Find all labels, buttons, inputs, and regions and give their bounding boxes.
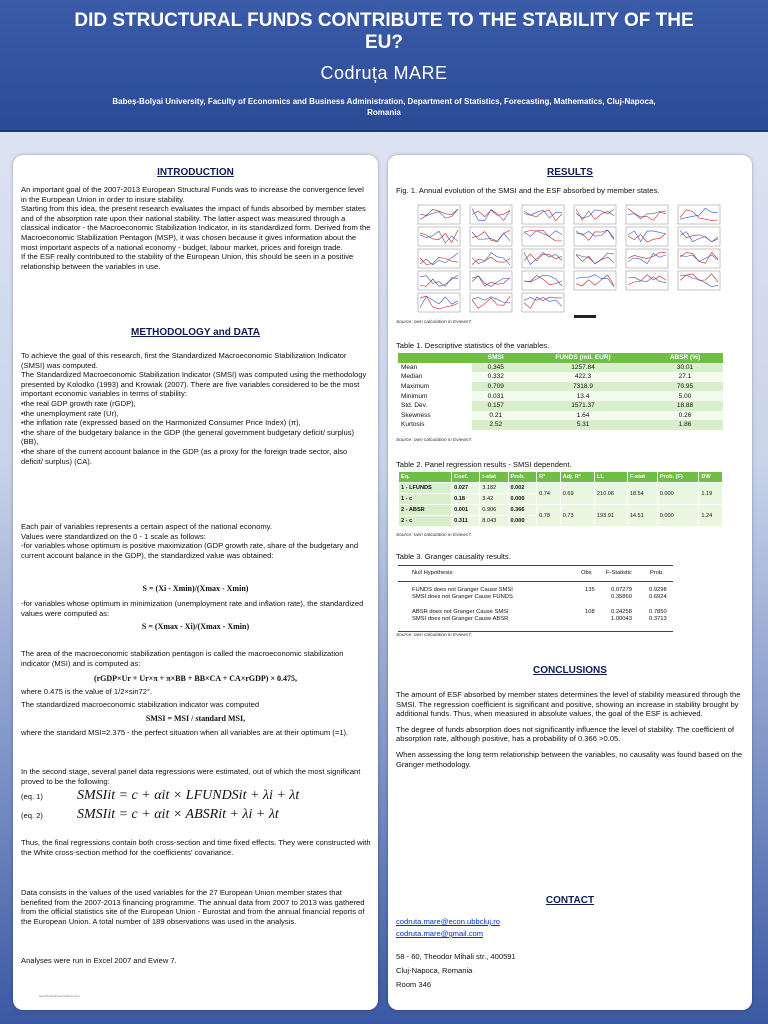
methodology-heading: METHODOLOGY and DATA [131, 327, 260, 338]
cell: 0.709 [472, 382, 519, 392]
variable-item: •the inflation rate (expressed based on the Harmonized Consumer Price Index) (π), [21, 418, 301, 428]
table-header-cell: F-stat [627, 472, 657, 483]
table-header-cell: LL [594, 472, 627, 483]
table-header-cell: Adj. R² [560, 472, 594, 483]
table-row [398, 382, 723, 392]
table-1-descriptive-statistics [398, 353, 723, 430]
footer-credit: www.PosterPresentations.com [39, 994, 80, 998]
mini-chart-frame [470, 205, 512, 224]
cell: 0.26 [647, 411, 723, 421]
intro-paragraph: If the ESF really contributed to the stability of the European Union, this should be seen in a positive relationship between the variables in use. [21, 252, 354, 271]
cell: 0.345 [472, 363, 519, 373]
cell: 5.00 [647, 391, 723, 401]
table-header-cell: Obs [581, 570, 592, 576]
mini-chart-frame [418, 249, 460, 268]
row-label: 1 - LFUNDS [399, 483, 452, 494]
cell: 0.000 [657, 483, 699, 505]
variable-item: •the real GDP growth rate (rGDP), [21, 398, 136, 408]
table-header-cell: Prob. (F) [657, 472, 699, 483]
table-2-source: Source: own calculation in Eviews7. [396, 533, 473, 538]
mini-chart-frame [626, 271, 668, 290]
cell: 7318.9 [519, 382, 647, 392]
cell: 0.000 [508, 494, 537, 505]
row-label: Maximum [398, 382, 472, 392]
mini-chart-frame [626, 205, 668, 224]
cell: 27.1 [647, 372, 723, 382]
method-paragraph: -for variables whose optimum in minimization (unemployment rate and inflation rate), the standardized values were computed as: [21, 599, 364, 618]
method-paragraph: where 0.475 is the value of 1/2×sin72°. [21, 687, 153, 696]
equation-2: SMSIit = c + αit × ABSRit + λi + λt [77, 807, 279, 822]
cell: 13.4 [519, 391, 647, 401]
cell: 0.157 [472, 401, 519, 411]
table-row [399, 505, 723, 516]
email-link-primary[interactable]: codruta.mare@econ.ubbcluj.ro [396, 917, 500, 926]
table-header-cell: SMSI [472, 353, 519, 363]
left-column-panel [13, 155, 378, 1010]
cell: 0.73 [560, 505, 594, 527]
mini-chart-frame [522, 249, 564, 268]
methodology-text [21, 351, 371, 466]
method-paragraph: In the second stage, several panel data regressions were estimated, out of which the most significant proved to be the following: [21, 767, 361, 786]
table-header-row [399, 472, 723, 483]
cell: 14.51 [627, 505, 657, 527]
table-header-cell: Eq. [399, 472, 452, 483]
prob: 0.7850 [649, 609, 667, 615]
cell: 0.027 [452, 483, 480, 494]
contact-heading: CONTACT [545, 895, 595, 906]
row-label: Skewness [398, 411, 472, 421]
affiliation: Babeș-Bolyai University, Faculty of Economics and Business Administration, Department of Statistics, Forecasting, Mathematics, Cluj-Napoca, Romania [112, 97, 656, 117]
eq2-label: (eq. 2) [21, 811, 43, 820]
cell: 0.78 [537, 505, 561, 527]
row-label: 1 - c [399, 494, 452, 505]
cell: 0.332 [472, 372, 519, 382]
table-row [398, 372, 723, 382]
figure-1-caption: Fig. 1. Annual evolution of the SMSI and the ESF absorbed by member states. [396, 186, 660, 195]
cell: 1571.37 [519, 401, 647, 411]
hypothesis: FUNDS does not Granger Cause SMSI [412, 587, 513, 593]
table-row [399, 483, 723, 494]
cell: 3.182 [480, 483, 508, 494]
mini-chart-frame [418, 271, 460, 290]
cell: 210.06 [594, 483, 627, 505]
cell: 18.54 [627, 483, 657, 505]
formula-smsi: SMSI = MSI / standard MSI, [145, 714, 246, 723]
cell: 0.906 [480, 505, 508, 516]
mini-chart-frame [574, 271, 616, 290]
figure-1-small-multiples [416, 203, 726, 323]
method-paragraph: The area of the macroeconomic stabilization pentagon is called the macroeconomic stabilization indicator (MSI) and is computed as: [21, 649, 344, 668]
mini-chart-frame [522, 227, 564, 246]
method-paragraph: To achieve the goal of this research, first the Standardized Macroeconomic Stabilization Indicator (SMSI) was computed. [21, 351, 347, 370]
table-row [398, 411, 723, 421]
equation-1: SMSIit = c + αit × LFUNDSit + λi + λt [77, 788, 300, 803]
standardization-text [21, 522, 371, 560]
cell: 0.002 [508, 483, 537, 494]
table-row [398, 391, 723, 401]
table-3-granger-causality [398, 565, 673, 632]
prob: 0.3713 [649, 616, 667, 622]
table-header-cell: Prob. [650, 570, 664, 576]
figure-1-source: Source: own calculation in Eviews7. [396, 320, 473, 325]
cell: 1257.84 [519, 363, 647, 373]
table-header-cell [398, 353, 472, 363]
cell: 0.18 [452, 494, 480, 505]
method-paragraph: -for variables whose optimum is positive maximization (GDP growth rate, share of the budgetary and current account balance in the GDP), the standardized value was obtained: [21, 541, 359, 560]
f-stat: 0.35860 [611, 594, 632, 600]
row-label: 2 - ABSR [399, 505, 452, 516]
email-link-secondary[interactable]: codruta.mare@gmail.com [396, 929, 484, 938]
mini-chart-frame [678, 205, 720, 224]
table-header-row [398, 569, 673, 582]
cell: 193.91 [594, 505, 627, 527]
method-paragraph: Each pair of variables represents a certain aspect of the national economy. [21, 522, 273, 531]
cell: 0.366 [508, 505, 537, 516]
table-3-caption: Table 3. Granger causality results. [396, 552, 511, 561]
cell: 0.000 [657, 505, 699, 527]
f-stat: 0.07279 [611, 587, 632, 593]
author-name: Codruța MARE [320, 63, 448, 83]
row-label: Mean [398, 363, 472, 373]
prob: 0.6924 [649, 594, 667, 600]
cell: 0.001 [452, 505, 480, 516]
cell: 1.19 [699, 483, 723, 505]
f-stat: 0.24258 [611, 609, 632, 615]
table-header-cell: F-Statistic [606, 570, 632, 576]
table-header-cell: Prob. [508, 472, 537, 483]
table-row [398, 401, 723, 411]
formula-min: S = (Xmax - Xi)/(Xmax - Xmin) [141, 622, 250, 631]
hypothesis: SMSI does not Granger Cause ABSR [412, 616, 509, 622]
mini-chart-frame [470, 249, 512, 268]
row-label: Median [398, 372, 472, 382]
table-1-caption: Table 1. Descriptive statistics of the variables. [396, 341, 550, 350]
method-paragraph: Values were standardized on the 0 - 1 scale as follows: [21, 531, 206, 541]
table-3-source: Source: own calculation in Eviews7. [396, 633, 473, 638]
prob: 0.9298 [649, 587, 667, 593]
mini-chart-frame [574, 249, 616, 268]
cell: 30.01 [647, 363, 723, 373]
table-header-cell: DW [699, 472, 723, 483]
variable-item: •the unemployment rate (Ur), [21, 408, 119, 418]
conclusion-paragraph: The amount of ESF absorbed by member states determines the level of stability measured through the SMSI. The regression coefficient is significant and positive, showing an increase in stability brought by additional funds. Thus, when measured in absolute values, the goal of the ESF is achieved. [396, 690, 741, 719]
software-note: Analyses were run in Excel 2007 and Eview 7. [21, 956, 177, 965]
row-label: Std. Dev. [398, 401, 472, 411]
introduction-heading: INTRODUCTION [157, 167, 234, 178]
cell: 0.74 [537, 483, 561, 505]
intro-paragraph: An important goal of the 2007-2013 European Structural Funds was to increase the convergence level in the European Union in order to insure stability. [21, 185, 364, 204]
cell: 18.88 [647, 401, 723, 411]
method-paragraph: Thus, the final regressions contain both cross-section and time fixed effects. They were constructed with the White cross-section method for the coefficients' covariance. [21, 838, 371, 857]
method-paragraph: The standardized macroeconomic stabilization indicator was computed [21, 700, 260, 709]
row-label: 2 - c [399, 516, 452, 527]
conclusions-heading: CONCLUSIONS [533, 665, 607, 676]
conclusions-text [396, 690, 746, 769]
cell: 1.24 [699, 505, 723, 527]
cell: 0.311 [452, 516, 480, 527]
variable-item: •the share of the budgetary balance in the GDP (the general government budgetary deficit/ surplus) (BB), [21, 427, 355, 447]
table-1-source: Source: own calculation in Eviews7. [396, 438, 473, 443]
chart-legend-key [574, 315, 596, 318]
method-paragraph: where the standard MSI=2.375 - the perfect situation when all variables are at their optimum (=1). [21, 728, 349, 737]
right-column-panel [388, 155, 752, 1010]
cell: 8.043 [480, 516, 508, 527]
intro-paragraph: Starting from this idea, the present research evaluates the impact of funds absorbed by member states and of the absorption rate upon their national stability. The latter aspect was measured through a classical indicator - the Macroeconomic Stabilization Indicator, in its standardized form. Derived from the Macroeconomic Stabilization Pentagon (MSP), it was chosen because it gives information about the most important aspects of a national economy - budget, labour market, prices and foreign trade. [21, 204, 371, 252]
cell: 3.42 [480, 494, 508, 505]
cell: 1.64 [519, 411, 647, 421]
contact-city: Cluj-Napoca, Romania [396, 966, 473, 975]
table-2-panel-regression [398, 471, 723, 527]
row-label: Kurtosis [398, 420, 472, 430]
hypothesis: SMSI does not Granger Cause FUNDS [412, 594, 513, 600]
mini-chart-frame [574, 205, 616, 224]
cell: 0.21 [472, 411, 519, 421]
title-banner [0, 0, 768, 132]
cell: 0.000 [508, 516, 537, 527]
hypothesis: ABSR does not Granger Cause SMSI [412, 609, 509, 615]
obs: 135 [585, 587, 595, 593]
table-row [398, 420, 723, 430]
cell: 5.31 [519, 420, 647, 430]
results-heading: RESULTS [547, 167, 593, 178]
mini-chart-frame [470, 271, 512, 290]
formula-msi: (rGDP×Ur + Ur×π + π×BB + BB×CA + CA×rGDP) × 0.475, [93, 674, 298, 683]
intro-text [21, 185, 371, 271]
table-header-cell: R² [537, 472, 561, 483]
eq1-label: (eq. 1) [21, 792, 43, 801]
table-header-cell: Coef. [452, 472, 480, 483]
data-description: Data consists in the values of the used variables for the 27 European Union member states that benefited from the 2007-2013 financing programme. The annual data from 2007 to 2013 was gathered from the official statistics site of the European Union - Eurostat and from the annual financial reports of the European Union. A total number of 189 observations was used in the analysis. [21, 888, 365, 926]
cell: 2.52 [472, 420, 519, 430]
cell: 0.031 [472, 391, 519, 401]
poster-title: DID STRUCTURAL FUNDS CONTRIBUTE TO THE STABILITY OF THE EU? [74, 10, 694, 53]
conclusion-paragraph: When assessing the long term relationship between the variables, no causality was found based on the Granger methodology. [396, 749, 743, 769]
cell: 1.86 [647, 420, 723, 430]
mini-chart-frame [678, 249, 720, 268]
contact-room: Room 346 [396, 980, 432, 989]
table-header-cell: ABSR (%) [647, 353, 723, 363]
method-paragraph: The Standardized Macroeconomic Stabilization Indicator (SMSI) was computed using the methodology presented by Kolodko (1993) and Krowiak (2007). There are five variables considered to be the most important economic variables in terms of stability: [21, 370, 367, 399]
cell: 0.69 [560, 483, 594, 505]
mini-chart-frame [522, 271, 564, 290]
table-header-cell: t-stat [480, 472, 508, 483]
cell: 422.3 [519, 372, 647, 382]
conclusion-paragraph: The degree of funds absorption does not significantly influence the level of stability. The coefficient of absorption rate, although positive, has a probability of 0.366 >0.05. [396, 724, 735, 744]
table-row [398, 363, 723, 373]
table-header-row [398, 353, 723, 363]
table-2-caption: Table 2. Panel regression results - SMSI dependent. [396, 460, 572, 469]
obs: 108 [585, 609, 595, 615]
formula-max: S = (Xi - Xmin)/(Xmax - Xmin) [142, 584, 249, 593]
row-label: Minimum [398, 391, 472, 401]
figure-1-chart-grid [416, 203, 726, 323]
table-header-cell: FUNDS (mil. EUR) [519, 353, 647, 363]
table-header-cell: Null Hypothesis: [412, 570, 454, 576]
cell: 70.95 [647, 382, 723, 392]
f-stat: 1.00043 [611, 616, 632, 622]
variable-item: •the share of the current account balance in the GDP (as a proxy for the foreign trade sector, also deficit/ surplus) (CA). [21, 446, 348, 466]
contact-address: 58 - 60, Theodor Mihali str., 400591 [396, 952, 516, 961]
mini-chart-frame [678, 227, 720, 246]
